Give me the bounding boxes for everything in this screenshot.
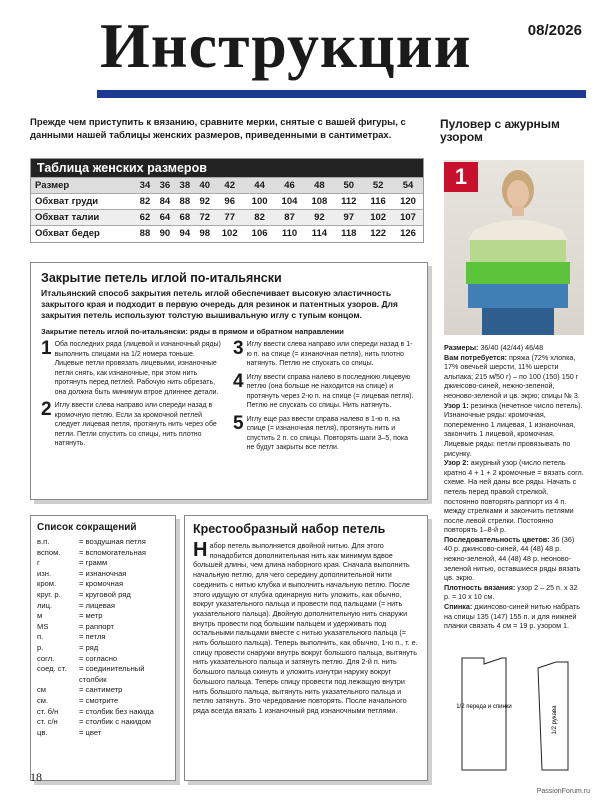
size-row-label: Обхват груди <box>31 194 135 210</box>
abbreviation-value: = вспомогательная <box>79 547 147 557</box>
abbreviation-value: = ряд <box>79 642 99 652</box>
description-paragraph <box>444 458 584 535</box>
description-text: пряжа (72% хлопка, 17% овечьей шерсти, 11% шерсти альпака; 215 м/50 г) – по 100 (150) 150 г джинсово-синей, нежно-зеленой, неоново-зеленой и цв. экрю; спицы № 3. <box>444 352 580 400</box>
sleeve-label: 1/2 рукава <box>552 705 558 735</box>
abbreviation-value: = лицевая <box>79 600 115 610</box>
project-number-badge: 1 <box>444 162 478 192</box>
abbreviation-value: = воздушная петля <box>79 537 146 546</box>
size-cell: 82 <box>135 194 155 210</box>
size-cell: 82 <box>245 210 275 226</box>
size-cell: 72 <box>195 210 215 226</box>
abbreviation-value: = кромочная <box>79 579 124 589</box>
abbreviation-key: м <box>37 611 43 621</box>
abbreviation-item <box>37 643 169 654</box>
size-cell: 62 <box>135 210 155 226</box>
header-rule <box>97 90 586 98</box>
size-cell: 97 <box>334 210 363 226</box>
description-text: 36 (36) 40 р. джинсово-синей, 44 (48) 48 р. нежно-зеленой, 44 (48) 48 р. неоново-зеленой нитью, оставшиеся ряды вязать цв. экрю. <box>444 534 581 583</box>
abbreviation-item <box>37 569 169 580</box>
italian-bindoff-section <box>30 262 428 500</box>
size-cell: 112 <box>334 194 363 210</box>
size-cell: 46 <box>275 178 305 194</box>
size-cell: 48 <box>304 178 334 194</box>
description-paragraph <box>444 535 584 583</box>
size-cell: 64 <box>155 210 175 226</box>
size-cell: 84 <box>155 194 175 210</box>
size-cell: 68 <box>175 210 195 226</box>
cross-text: Набор петель выполняется двойной нитью. Для этого понадобится дополнительная нить как минимум вдвое большей длины, чем длина наборного края. Сначала выполнить начальную петлю, для чего середину дополнительной нити соединить с нитью клубка и выполнить начальную петлю. После этого идущую от клубка одинарную нить уложить, как обычно, вокруг указательного пальца и провести под пальцами (= нить указательного пальца). Двойную дополнительную нить снаружи внутрь провести под большим пальцем и удерживать под остальными пальцами вместе с нитью указательного пальца (= нить большого пальца). Теперь выполнить, как обычно, 1-ю п., т. е. спицу провести снаружи внутрь вокруг большого пальца, вытянуть нить указательного пальца и затянуть петлю. Для 2-й п. нить большого пальца скинуть и уложить изнутри наружу вокруг большого пальца. Теперь спицу провести под лежащую внутри нить большого пальца, вытянуть нить указательного пальца и петлю затянуть. Это чередование повторять. После начального ряда всегда вязать 1 изнаночный ряд изнаночными петлями. <box>193 539 418 715</box>
abbreviation-value: = изнаночная <box>79 568 127 578</box>
project-description <box>444 343 584 631</box>
garment-schematic <box>444 640 590 790</box>
step: 3 Иглу ввести слева направо или спереди назад в 1-ю п. на спице (= изнаночная петля), нить плотно натянуть. Петлю не спускать со спицы. <box>233 338 413 367</box>
size-cell: 106 <box>245 226 275 242</box>
abbreviation-item <box>37 728 169 739</box>
abbreviation-key: соед. ст. <box>37 664 67 674</box>
abbreviation-key: ст. б/н <box>37 706 59 716</box>
size-cell: 92 <box>195 194 215 210</box>
size-cell: 104 <box>275 194 305 210</box>
cross-title: Крестообразный набор петель <box>193 522 386 536</box>
size-cell: 100 <box>245 194 275 210</box>
size-cell: 118 <box>334 226 363 242</box>
abbreviation-key: см <box>37 685 47 695</box>
description-text: 36/40 (42/44) 46/48 <box>480 343 544 352</box>
size-cell: 116 <box>363 194 393 210</box>
abbreviation-value: = столбик без накида <box>79 706 154 716</box>
abbreviation-item <box>37 622 169 633</box>
site-watermark: PassionForum.ru <box>536 788 590 795</box>
project-header <box>440 118 590 144</box>
description-text: джинсово-синей нитью набрать на спицы 135 (147) 155 п. и для нижней планки связать 4 см = 19 р. узором 1. <box>444 602 581 631</box>
size-row <box>31 194 423 210</box>
size-cell: 36 <box>155 178 175 194</box>
size-cell: 122 <box>363 226 393 242</box>
size-cell: 38 <box>175 178 195 194</box>
size-cell: 108 <box>304 194 334 210</box>
size-row <box>31 210 423 226</box>
abbreviation-value: = соединительный столбик <box>79 664 145 684</box>
abbreviation-key: см. <box>37 695 49 705</box>
abbreviation-item <box>37 548 169 559</box>
size-cell: 90 <box>155 226 175 242</box>
abbreviation-key: круг. р. <box>37 589 61 599</box>
drop-cap: Н <box>193 539 208 561</box>
step: 2 Иглу ввести слева направо или спереди назад в кромочную петлю. Если за кромочной петлей следует лицевая петля, протянуть нить через обе петли. Петли спустить со спицы, нить плотно натянуть. <box>41 399 217 447</box>
abbreviations-list <box>37 537 169 738</box>
abbreviation-item <box>37 632 169 643</box>
size-table-grid <box>31 177 423 242</box>
step: 1 Оба последних ряда (лицевой и изнаночный ряды) выполнить спицами на 1/2 номера тоньше. Лицевые петли провязать лицевыми, изнаночные петли снять, как изнаночные, при этом нить протянуть перед петлей. Рабочую нить обрезать, она должна быть минимум втрое длиннее детали. <box>41 338 221 396</box>
size-cell: 107 <box>393 210 423 226</box>
description-paragraph <box>444 401 584 459</box>
abbreviation-key: согл. <box>37 653 55 663</box>
abbreviation-value: = смотрите <box>79 695 119 705</box>
abbreviation-key: ст. с/н <box>37 717 58 727</box>
abbreviation-item <box>37 664 169 685</box>
page-title: Инструкции <box>100 10 472 81</box>
abbreviation-value: = раппорт <box>79 621 114 631</box>
size-row-label: Обхват бедер <box>31 226 135 242</box>
abbreviation-key: лиц. <box>37 600 53 610</box>
abbreviation-key: р. <box>37 642 44 652</box>
size-cell: 102 <box>215 226 245 242</box>
abbreviation-key: изн. <box>37 568 52 578</box>
abbreviation-item <box>37 685 169 696</box>
abbreviation-item <box>37 654 169 665</box>
abbreviation-item <box>37 558 169 569</box>
abbreviation-item <box>37 590 169 601</box>
abbreviation-value: = согласно <box>79 653 118 663</box>
size-cell: 114 <box>304 226 334 242</box>
abbreviation-key: п. <box>37 632 44 642</box>
size-cell: 34 <box>135 178 155 194</box>
size-row-label: Обхват талии <box>31 210 135 226</box>
size-cell: 42 <box>215 178 245 194</box>
description-paragraph <box>444 583 584 602</box>
description-label: Спинка: <box>444 602 475 612</box>
abbreviation-item <box>37 537 169 548</box>
intro-text: Прежде чем приступить к вязанию, сравните мерки, снятые с вашей фигуры, с данными нашей таблицы женских размеров, приведенными в сантиметрах. <box>30 117 406 141</box>
description-label: Узор 2: <box>444 458 471 468</box>
abbreviation-item <box>37 717 169 728</box>
size-cell: 92 <box>304 210 334 226</box>
abbreviation-value: = метр <box>79 611 103 621</box>
abbreviation-value: = грамм <box>79 558 108 568</box>
italian-subtitle: Закрытие петель иглой по-итальянски: ряды в прямом и обратном направлении <box>41 327 344 336</box>
italian-lead: Итальянский способ закрытия петель иглой обеспечивает высокую эластичность закрытого края и подходит в первую очередь для резинок и патентных узоров. Для закрытия петель используют толстую вышивальную иглу с тупым концом. <box>41 288 398 320</box>
description-label: Последовательность цветов: <box>444 534 552 544</box>
size-cell: 87 <box>275 210 305 226</box>
abbreviation-key: кром. <box>37 579 57 589</box>
size-table <box>30 158 424 243</box>
abbreviations-box <box>30 515 176 781</box>
abbreviation-value: = петля <box>79 632 106 642</box>
description-text: узор 2 – 25 п. х 32 р. = 10 х 10 см. <box>444 582 578 602</box>
size-cell: 96 <box>215 194 245 210</box>
size-row <box>31 226 423 242</box>
description-text: ажурный узор (число петель кратно 4 + 1 + 2 кромочные = вязать согл. схеме. На ней даны все ряды. Начать с петель перед правой стрелкой, постоянно повторять раппорт из 4 п. между стрелками и закончить петлями после левой стрелки. Постоянно повторять 1–8-й р. <box>444 458 584 535</box>
description-paragraph <box>444 343 584 353</box>
abbreviation-value: = столбик с накидом <box>79 717 152 727</box>
size-cell: 94 <box>175 226 195 242</box>
description-label: Размеры: <box>444 343 481 352</box>
description-label: Узор 1: <box>444 400 471 410</box>
abbreviation-value: = цвет <box>79 727 102 737</box>
description-text: резинка (нечетное число петель). Изнаночные ряды: кромочная, попеременно 1 лицевая, 1 изнаночная, закончить 1 лицевой, кромочная. Лицевые ряды: петли провязывать по рисунку. <box>444 400 583 458</box>
step: 5 Иглу еще раз ввести справа налево в 1-ю п. на спице (= изнаночная петля), протянуть нить и спустить 2 п. со спицы. Повторять шаги 3–5, пока не будут закрыты все петли. <box>233 412 408 451</box>
size-row-label: Размер <box>31 178 135 194</box>
abbreviation-key: цв. <box>37 727 48 737</box>
front-back-label: 1/2 переда и спинки <box>456 704 512 710</box>
issue-number: 08/2026 <box>527 22 582 39</box>
italian-col-right <box>233 340 417 457</box>
size-cell: 88 <box>135 226 155 242</box>
abbreviation-item <box>37 707 169 718</box>
step: 4 Иглу ввести справа налево в последнюю лицевую петлю (она больше не находится на спице) и протянуть через 2-ю п. на спице (= лицевая петля). Петлю не спускать со спицы. Нить натянуть. <box>233 370 414 409</box>
abbreviation-key: г <box>37 558 40 568</box>
abbreviation-key: MS <box>37 621 49 631</box>
abbreviation-value: = сантиметр <box>79 685 123 695</box>
size-cell: 120 <box>393 194 423 210</box>
size-cell: 44 <box>245 178 275 194</box>
description-paragraph <box>444 602 584 631</box>
size-cell: 50 <box>334 178 363 194</box>
size-cell: 102 <box>363 210 393 226</box>
abbreviation-item <box>37 696 169 707</box>
abbreviation-item <box>37 579 169 590</box>
italian-title: Закрытие петель иглой по-итальянски <box>41 271 282 285</box>
abbreviation-value: = круговой ряд <box>79 589 131 599</box>
abbreviations-title: Список сокращений <box>37 522 137 533</box>
size-cell: 40 <box>195 178 215 194</box>
size-table-title: Таблица женских размеров <box>31 159 423 177</box>
size-row <box>31 178 423 194</box>
abbreviation-key: вспом. <box>37 547 61 557</box>
size-cell: 54 <box>393 178 423 194</box>
italian-col-left <box>41 340 225 457</box>
size-cell: 88 <box>175 194 195 210</box>
size-cell: 98 <box>195 226 215 242</box>
abbreviation-key: в.п. <box>37 537 50 546</box>
description-label: Плотность вязания: <box>444 582 518 592</box>
project-title: Пуловер с ажурным узором <box>440 117 560 144</box>
cross-caston-section <box>184 515 428 781</box>
size-cell: 77 <box>215 210 245 226</box>
page-number: 18 <box>30 770 42 784</box>
abbreviation-item <box>37 611 169 622</box>
abbreviation-item <box>37 601 169 612</box>
description-paragraph <box>444 353 584 401</box>
size-cell: 110 <box>275 226 305 242</box>
description-label: Вам потребуется: <box>444 352 510 362</box>
size-cell: 52 <box>363 178 393 194</box>
size-cell: 126 <box>393 226 423 242</box>
